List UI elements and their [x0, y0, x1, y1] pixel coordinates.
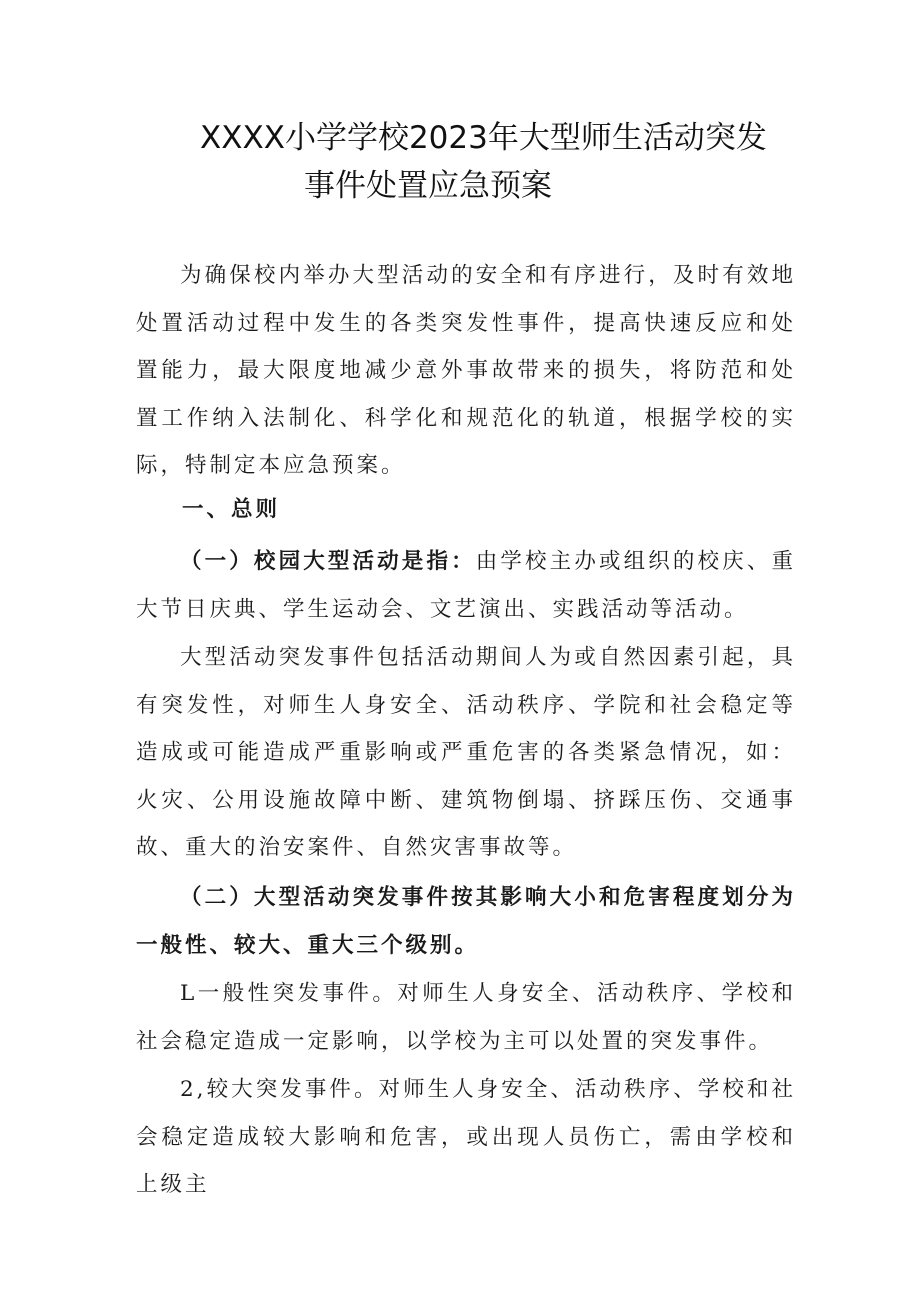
definition-paragraph	[136, 538, 796, 633]
definition-text: 由学校主办或组织的校庆、重大节日庆典、学生运动会、文艺演出、实践活动等活动。	[136, 549, 796, 622]
document-title-line-1: XXXX小学学校2023年大型师生活动突发	[200, 120, 767, 156]
events-paragraph: 大型活动突发事件包括活动期间人为或自然因素引起，具有突发性，对师生人身安全、活动秩序、学院和社会稳定等造成或可能造成严重影响或严重危害的各类紧急情况，如：火灾、公用设施故障中断、建筑物倒塌、挤踩压伤、交通事故、重大的治安案件、自然灾害事故等。	[136, 645, 796, 860]
classification-paragraph: （二）大型活动突发事件按其影响大小和危害程度划分为一般性、较大、重大三个级别。	[136, 885, 796, 958]
document-title-line-2: 事件处置应急预案	[304, 168, 552, 204]
section-heading-general: 一、总则	[182, 497, 281, 522]
level-major-paragraph: 2,较大突发事件。对师生人身安全、活动秩序、学校和社会稳定造成较大影响和危害，或出现人员伤亡，需由学校和上级主	[136, 1077, 796, 1197]
definition-lead: （一）校园大型活动是指：	[180, 549, 476, 574]
level-general-paragraph: L一般性突发事件。对师生人身安全、活动秩序、学校和社会稳定造成一定影响，以学校为主可以处置的突发事件。	[136, 981, 796, 1054]
intro-paragraph: 为确保校内举办大型活动的安全和有序进行，及时有效地处置活动过程中发生的各类突发性事件，提高快速反应和处置能力，最大限度地减少意外事故带来的损失，将防范和处置工作纳入法制化、科学化和规范化的轨道，根据学校的实际，特制定本应急预案。	[136, 263, 796, 478]
